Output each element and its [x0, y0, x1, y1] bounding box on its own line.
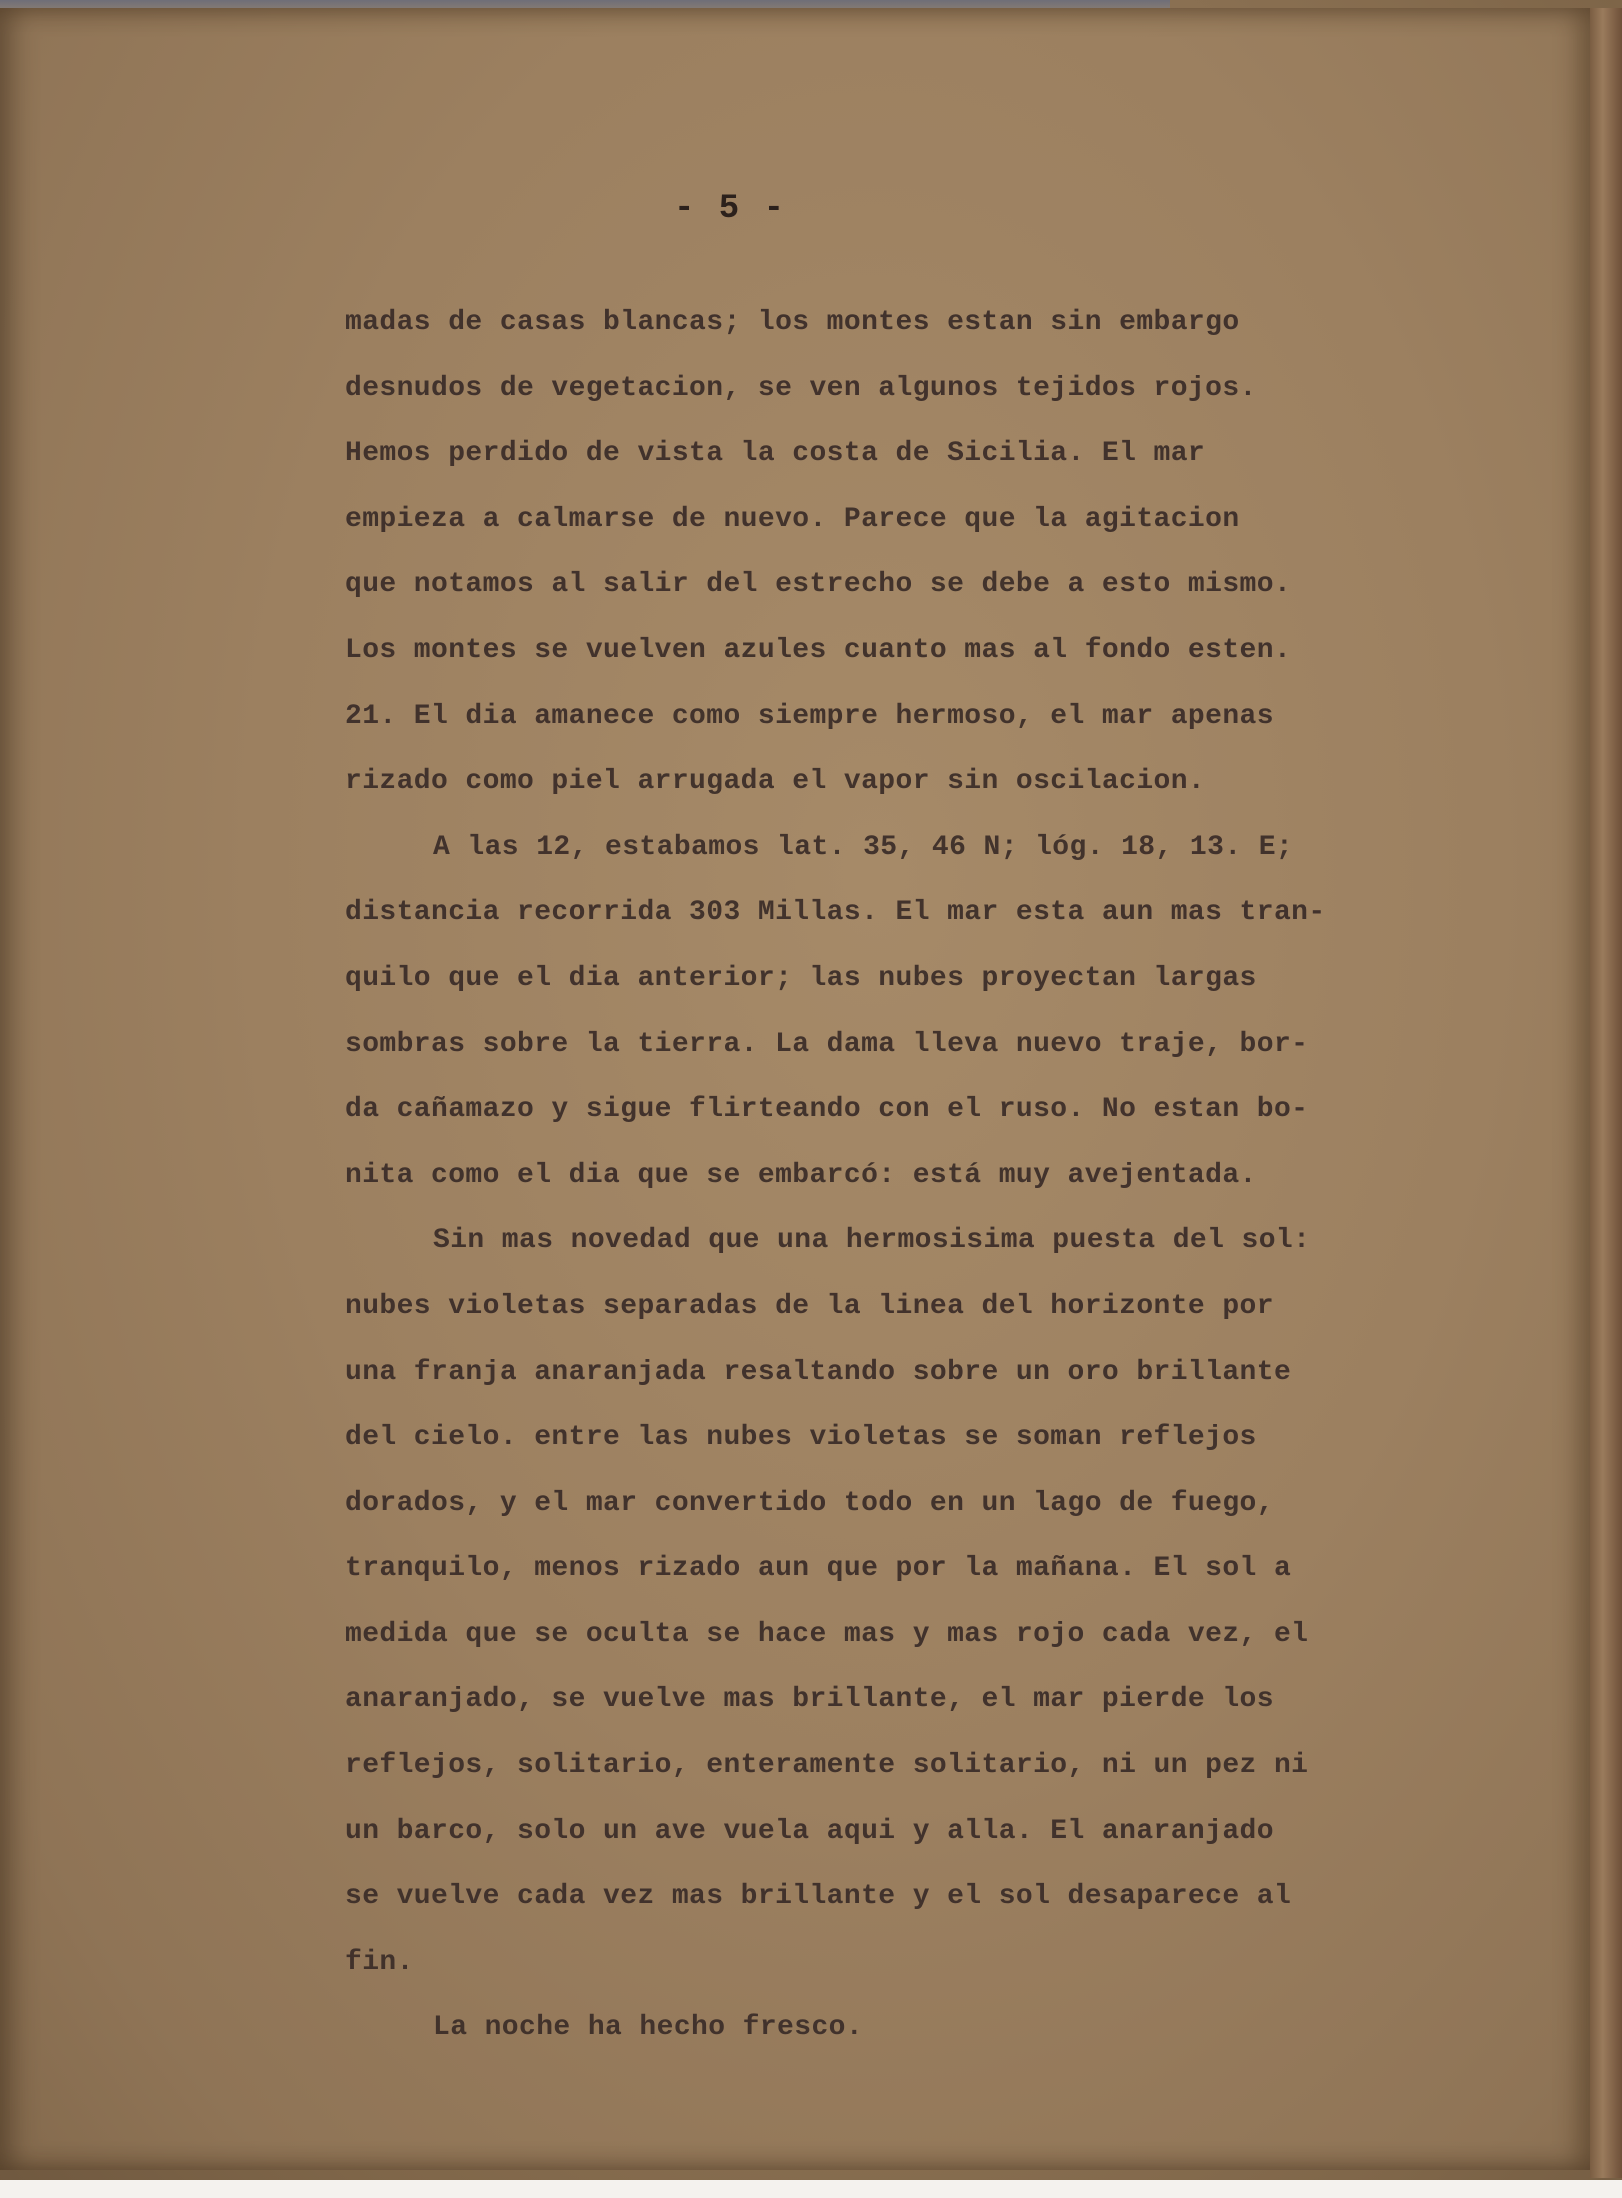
text-line: reflejos, solitario, enteramente solitario, ni un pez ni [345, 1750, 1309, 1782]
document-page [0, 8, 1590, 2170]
text-line: A las 12, estabamos lat. 35, 46 N; lóg. 18, 13. E; [433, 831, 1294, 863]
text-line: tranquilo, menos rizado aun que por la mañana. El sol a [345, 1553, 1292, 1585]
text-line: fin. [345, 1946, 414, 1978]
text-line: que notamos al salir del estrecho se debe a esto mismo. [345, 569, 1292, 601]
text-line: un barco, solo un ave vuela aqui y alla. El anaranjado [345, 1815, 1274, 1847]
text-line: Hemos perdido de vista la costa de Sicilia. El mar [345, 438, 1206, 470]
text-line: distancia recorrida 303 Millas. El mar esta aun mas tran- [345, 897, 1326, 929]
text-line: se vuelve cada vez mas brillante y el sol desaparece al [345, 1881, 1292, 1913]
text-line: anaranjado, se vuelve mas brillante, el mar pierde los [345, 1684, 1274, 1716]
text-line: Los montes se vuelven azules cuanto mas al fondo esten. [345, 634, 1292, 666]
text-line: una franja anaranjada resaltando sobre un oro brillante [345, 1356, 1292, 1388]
text-line: Sin mas novedad que una hermosisima puesta del sol: [433, 1225, 1311, 1257]
text-line: rizado como piel arrugada el vapor sin oscilacion. [345, 766, 1206, 798]
text-line: da cañamazo y sigue flirteando con el ruso. No estan bo- [345, 1094, 1309, 1126]
page-number: - 5 - [673, 190, 787, 228]
text-line: La noche ha hecho fresco. [433, 2012, 864, 2044]
text-line: madas de casas blancas; los montes estan sin embargo [345, 307, 1240, 338]
text-line: del cielo. entre las nubes violetas se soman reflejos [345, 1422, 1257, 1454]
text-line: nubes violetas separadas de la linea del horizonte por [345, 1290, 1274, 1322]
text-line: medida que se oculta se hace mas y mas rojo cada vez, el [345, 1618, 1309, 1650]
text-line: dorados, y el mar convertido todo en un lago de fuego, [345, 1487, 1274, 1519]
text-line: empieza a calmarse de nuevo. Parece que la agitacion [345, 503, 1240, 535]
text-line: desnudos de vegetacion, se ven algunos tejidos rojos. [345, 372, 1257, 404]
footer-strip [0, 2180, 1622, 2198]
text-line: nita como el dia que se embarcó: está muy avejentada. [345, 1159, 1257, 1191]
text-line: sombras sobre la tierra. La dama lleva nuevo traje, bor- [345, 1028, 1309, 1060]
text-line: quilo que el dia anterior; las nubes proyectan largas [345, 962, 1257, 994]
text-line: 21. El dia amanece como siempre hermoso, el mar apenas [345, 700, 1274, 732]
typewritten-text-block [345, 290, 1345, 2061]
page-edge [1590, 8, 1622, 2178]
